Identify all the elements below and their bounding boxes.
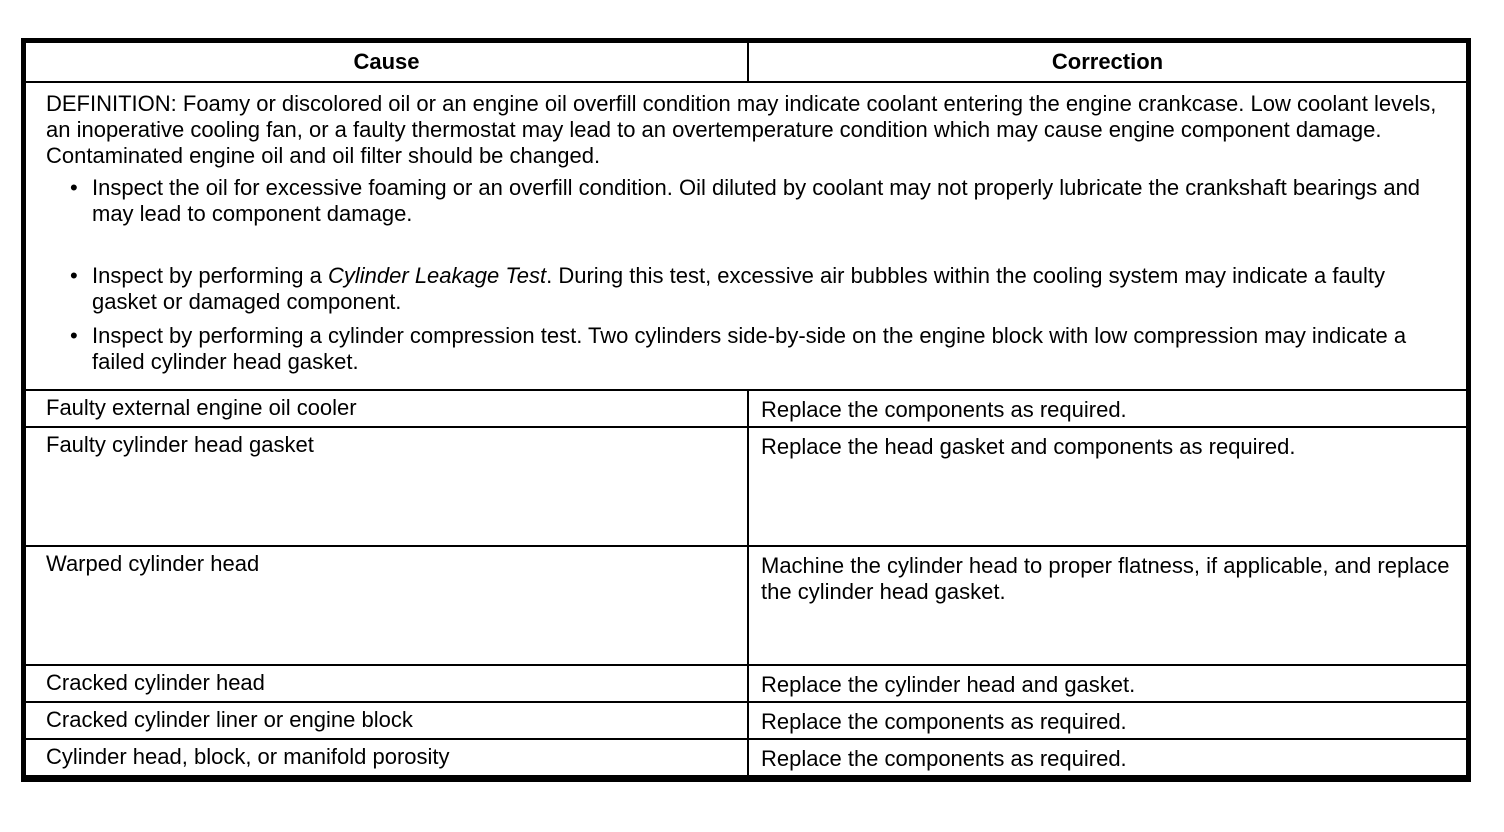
bullet-text-suffix: . During this test, excessive air bubbles within the cooling system may indicate a faulty gasket or damaged component. <box>92 263 1385 314</box>
list-item <box>46 323 1446 375</box>
correction-cell: Replace the cylinder head and gasket. <box>748 665 1466 702</box>
table-row <box>26 546 1466 665</box>
cause-cell: Cracked cylinder liner or engine block <box>26 702 748 739</box>
cause-correction-table <box>26 43 1466 777</box>
correction-cell: Replace the components as required. <box>748 739 1466 776</box>
definition-cell <box>26 82 1466 390</box>
header-row <box>26 43 1466 82</box>
bullet-text: Inspect by performing a cylinder compression test. Two cylinders side-by-side on the engine block with low compression may indicate a failed cylinder head gasket. <box>92 323 1407 374</box>
bullet-icon: • <box>70 323 78 348</box>
list-item <box>46 175 1446 227</box>
table-row <box>26 390 1466 427</box>
bullet-text-prefix: Inspect by performing a <box>92 263 329 288</box>
list-item <box>46 263 1446 315</box>
cause-cell: Warped cylinder head <box>26 546 748 665</box>
inspection-list <box>46 175 1446 375</box>
header-cause: Cause <box>26 43 748 82</box>
diagnostic-table-frame <box>21 38 1471 782</box>
definition-row <box>26 82 1466 390</box>
table-row <box>26 702 1466 739</box>
table-row <box>26 739 1466 776</box>
header-correction: Correction <box>748 43 1466 82</box>
cause-cell: Cracked cylinder head <box>26 665 748 702</box>
correction-cell: Replace the head gasket and components as required. <box>748 427 1466 546</box>
correction-cell: Replace the components as required. <box>748 390 1466 427</box>
correction-cell: Replace the components as required. <box>748 702 1466 739</box>
bullet-text: Inspect the oil for excessive foaming or an overfill condition. Oil diluted by coolant may not properly lubricate the crankshaft bearings and may lead to component damage. <box>92 175 1421 226</box>
leakage-test-reference: Cylinder Leakage Test <box>328 263 547 288</box>
cause-cell: Faulty external engine oil cooler <box>26 390 748 427</box>
correction-cell: Machine the cylinder head to proper flatness, if applicable, and replace the cylinder head gasket. <box>748 546 1466 665</box>
table-row <box>26 427 1466 546</box>
table-row <box>26 665 1466 702</box>
cause-cell: Cylinder head, block, or manifold porosity <box>26 739 748 776</box>
bullet-icon: • <box>70 263 78 288</box>
bullet-icon: • <box>70 175 78 200</box>
cause-cell: Faulty cylinder head gasket <box>26 427 748 546</box>
definition-text: DEFINITION: Foamy or discolored oil or an engine oil overfill condition may indicate coolant entering the engine crankcase. Low coolant levels, an inoperative cooling fan, or a faulty thermostat may lead to an overtemperature condition which may cause engine component damage. Contaminated engine oil and oil filter should be changed. <box>46 91 1437 168</box>
